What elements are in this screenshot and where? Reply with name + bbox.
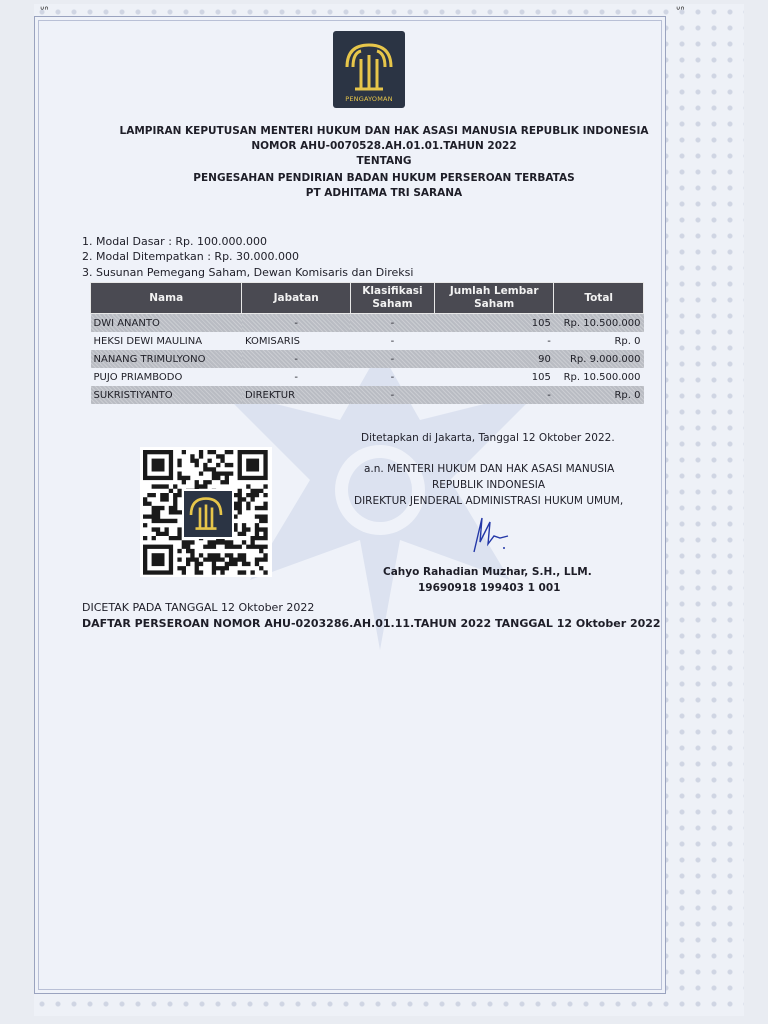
cell-jabatan: DIREKTUR [242,386,350,404]
qr-finder-square [246,459,259,472]
header-decree-number: NOMOR AHU-0070528.AH.01.01.TAHUN 2022 [251,140,517,152]
cell-total: Rp. 9.000.000 [554,350,644,368]
table-header-row [91,283,644,314]
signatory-nip: 19690918 199403 1 001 [418,582,561,594]
cell-jumlah: - [435,386,554,404]
table-row [91,368,644,386]
cell-jabatan: - [242,314,350,333]
cell-klasifikasi: - [390,335,395,347]
pengayoman-tree-icon [341,37,397,93]
col-total: Total [554,283,644,314]
qr-finder-square [152,459,165,472]
col-jumlah-line2: Saham [474,298,515,310]
cell-nama: SUKRISTIYANTO [91,386,242,404]
corner-ornament-top-right: ᐡᐢ [676,4,685,17]
an-republic: REPUBLIK INDONESIA [432,479,546,491]
an-minister: a.n. MENTERI HUKUM DAN HAK ASASI MANUSIA [364,463,615,475]
cell-klasifikasi: - [350,350,434,368]
printed-date: DICETAK PADA TANGGAL 12 Oktober 2022 [82,601,315,614]
cell-klasifikasi: - [350,314,434,333]
corner-ornament-top-left: ᐡᐢ [40,4,49,17]
cell-jabatan: KOMISARIS [244,335,301,347]
register-number: DAFTAR PERSEROAN NOMOR AHU-0203286.AH.01.11.TAHUN 2022 TANGGAL 12 Oktober 2022 [82,617,661,630]
cell-nama: PUJO PRIAMBODO [93,371,183,383]
cell-total: Rp. 10.500.000 [554,314,644,333]
an-director: DIREKTUR JENDERAL ADMINISTRASI HUKUM UMUM, [354,495,624,507]
table-row [91,386,644,404]
cell-jumlah: - [547,335,551,347]
cell-nama: DWI ANANTO [91,314,242,333]
cell-jabatan: - [294,371,298,383]
cell-nama: HEKSI DEWI MAULINA [93,335,203,347]
modal-dasar: 1. Modal Dasar : Rp. 100.000.000 [82,235,267,248]
cell-total: Rp. 0 [554,386,644,404]
header-company-name: PT ADHITAMA TRI SARANA [305,187,463,199]
cell-nama: NANANG TRIMULYONO [91,350,242,368]
col-klasifikasi-line1: Klasifikasi [362,285,423,297]
cell-total: Rp. 0 [614,335,641,347]
table-row [91,350,644,368]
col-nama: Nama [91,283,242,314]
table-row [91,332,644,350]
cell-jumlah: 105 [435,314,554,333]
place-date: Ditetapkan di Jakarta, Tanggal 12 Oktober 2022. [361,432,615,444]
cell-jabatan: - [242,350,350,368]
shareholder-table [90,282,644,404]
header-tentang: TENTANG [356,155,412,167]
cell-klasifikasi: - [390,371,395,383]
col-jumlah [435,283,554,314]
header-subject: PENGESAHAN PENDIRIAN BADAN HUKUM PERSEROAN TERBATAS [193,172,575,184]
cell-jumlah: 90 [435,350,554,368]
signature-icon [466,512,516,558]
susunan-pemegang-saham: 3. Susunan Pemegang Saham, Dewan Komisaris dan Direksi [82,266,414,279]
signatory-name: Cahyo Rahadian Muzhar, S.H., LLM. [383,566,592,578]
cell-jumlah: 105 [531,371,551,383]
col-jumlah-line1: Jumlah Lembar [449,285,539,297]
modal-ditempatkan: 2. Modal Ditempatkan : Rp. 30.000.000 [82,250,300,263]
pengayoman-logo [333,31,405,108]
col-klasifikasi [350,283,434,314]
qr-finder-square [152,553,165,566]
col-klasifikasi-line2: Saham [372,298,413,310]
cell-total: Rp. 10.500.000 [563,371,641,383]
qr-center-logo-icon [182,489,234,539]
logo-caption: PENGAYOMAN [345,95,393,103]
header-title-line1: LAMPIRAN KEPUTUSAN MENTERI HUKUM DAN HAK ASASI MANUSIA REPUBLIK INDONESIA [119,125,649,137]
table-row [91,314,644,333]
col-jabatan: Jabatan [242,283,350,314]
cell-klasifikasi: - [350,386,434,404]
